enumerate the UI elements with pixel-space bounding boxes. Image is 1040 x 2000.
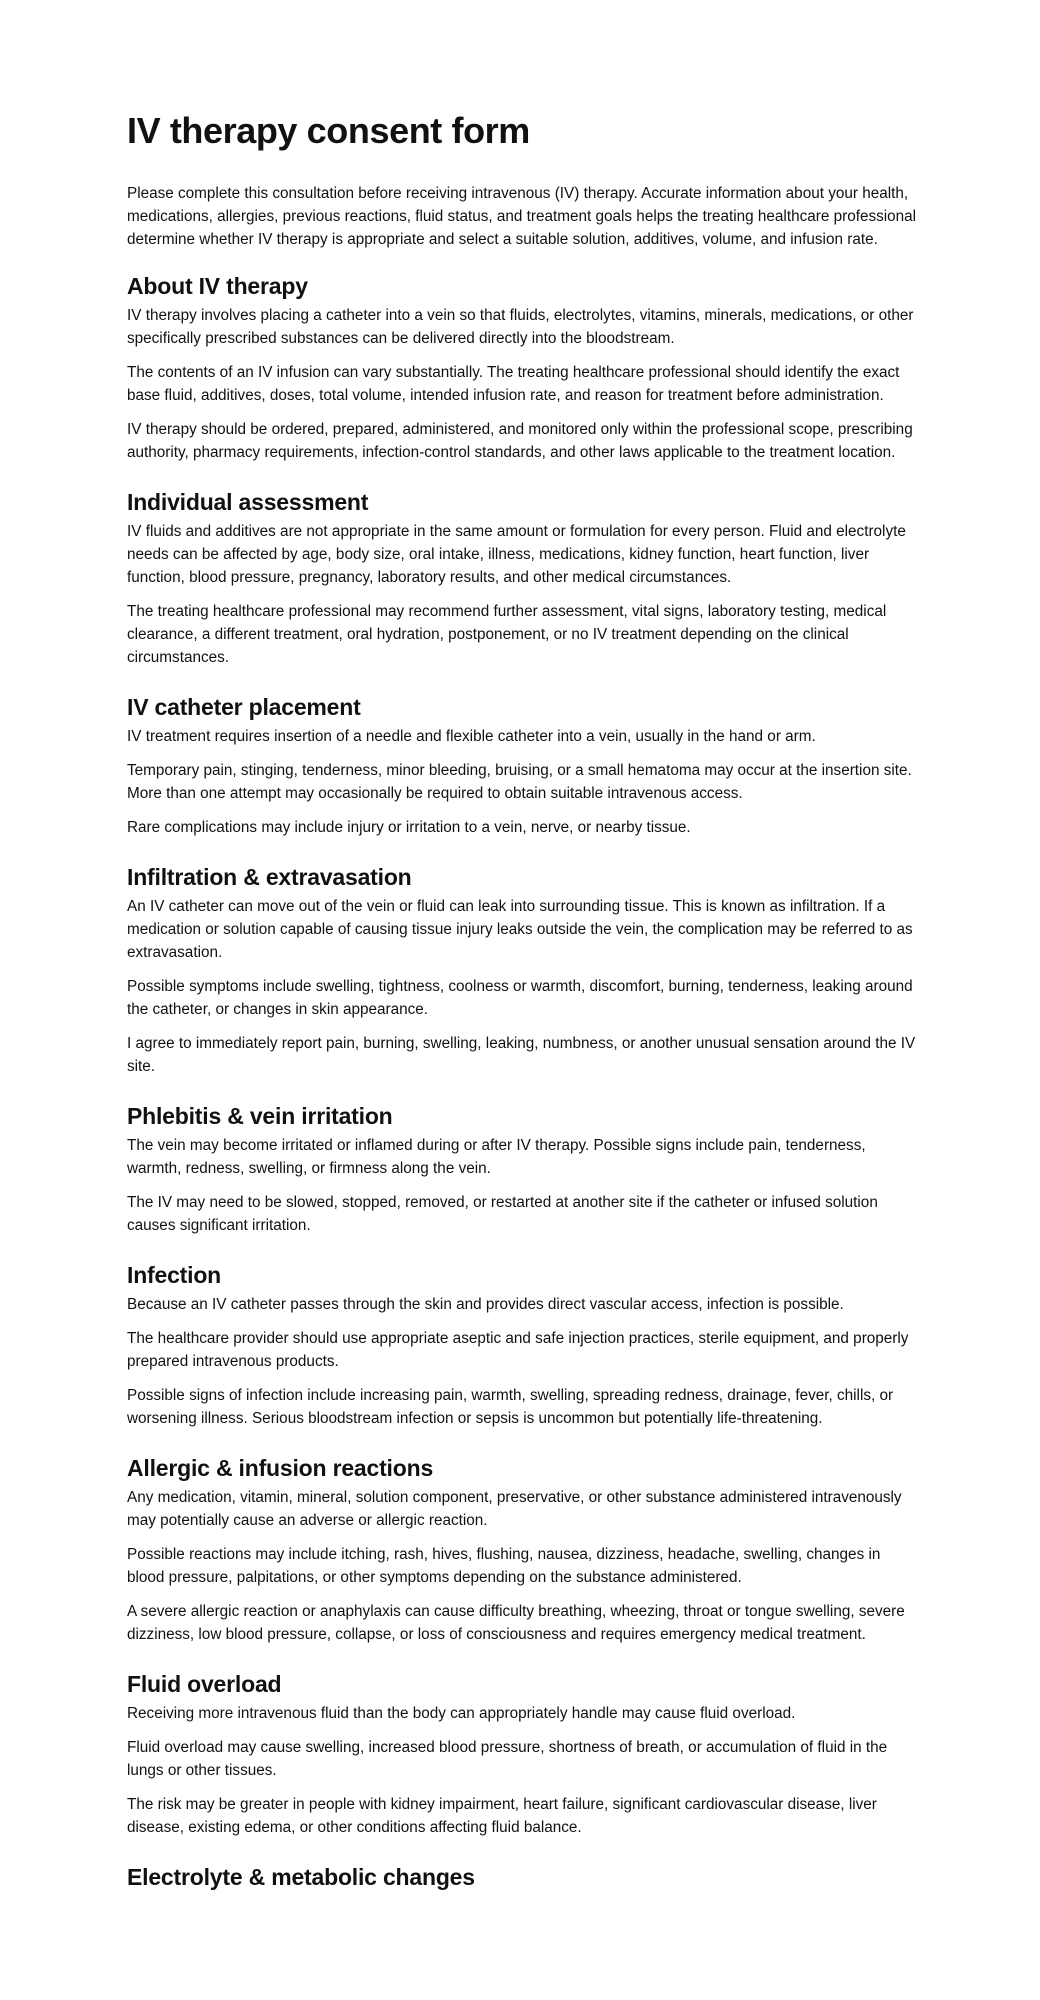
section-paragraph: An IV catheter can move out of the vein or fluid can leak into surrounding tissue. This is known as infiltration. If a medication or solution capable of causing tissue injury leaks outside the vein, the complication may be referred to as extravasation. xyxy=(127,898,913,961)
section-heading: Electrolyte & metabolic changes xyxy=(127,1864,475,1890)
section-paragraph: The vein may become irritated or inflamed during or after IV therapy. Possible signs include pain, tenderness, warmth, redness, swelling, or firmness along the vein. xyxy=(127,1137,866,1177)
page-title: IV therapy consent form xyxy=(127,110,530,151)
section-infiltration-extravasation xyxy=(127,862,917,1078)
section-paragraph: Rare complications may include injury or irritation to a vein, nerve, or nearby tissue. xyxy=(127,819,691,836)
section-paragraph: A severe allergic reaction or anaphylaxis can cause difficulty breathing, wheezing, throat or tongue swelling, severe dizziness, low blood pressure, collapse, or loss of consciousness and requires emergency medical treatment. xyxy=(127,1603,905,1643)
section-paragraph: Because an IV catheter passes through the skin and provides direct vascular access, infection is possible. xyxy=(127,1296,844,1313)
section-paragraph: IV therapy should be ordered, prepared, administered, and monitored only within the professional scope, prescribing authority, pharmacy requirements, infection-control standards, and other laws applicable to the treatment location. xyxy=(127,421,913,461)
consent-document xyxy=(127,108,917,1915)
section-heading: Infection xyxy=(127,1262,222,1288)
section-paragraph: IV therapy involves placing a catheter into a vein so that fluids, electrolytes, vitamins, minerals, medications, or other specifically prescribed substances can be delivered directly into the bloodstream. xyxy=(127,307,914,347)
section-paragraph: Receiving more intravenous fluid than the body can appropriately handle may cause fluid overload. xyxy=(127,1705,796,1722)
section-heading: Allergic & infusion reactions xyxy=(127,1455,434,1481)
section-paragraph: IV fluids and additives are not appropriate in the same amount or formulation for every person. Fluid and electrolyte needs can be affected by age, body size, oral intake, illness, medications, kidney function, heart function, liver function, blood pressure, pregnancy, laboratory results, and other medical circumstances. xyxy=(127,523,906,586)
section-paragraph: The IV may need to be slowed, stopped, removed, or restarted at another site if the catheter or infused solution causes significant irritation. xyxy=(127,1194,878,1234)
section-paragraph: IV treatment requires insertion of a needle and flexible catheter into a vein, usually in the hand or arm. xyxy=(127,728,816,745)
section-heading: Individual assessment xyxy=(127,489,369,515)
section-iv-catheter-placement xyxy=(127,692,917,839)
section-heading: Phlebitis & vein irritation xyxy=(127,1103,393,1129)
section-allergic-infusion-reactions xyxy=(127,1453,917,1646)
section-paragraph: The treating healthcare professional may recommend further assessment, vital signs, laboratory testing, medical clearance, a different treatment, oral hydration, postponement, or no IV treatment depending on the clinical circumstances. xyxy=(127,603,887,666)
section-heading: About IV therapy xyxy=(127,273,308,299)
section-paragraph: Any medication, vitamin, mineral, solution component, preservative, or other substance administered intravenously may potentially cause an adverse or allergic reaction. xyxy=(127,1489,902,1529)
section-paragraph: Fluid overload may cause swelling, increased blood pressure, shortness of breath, or accumulation of fluid in the lungs or other tissues. xyxy=(127,1739,888,1779)
section-individual-assessment xyxy=(127,487,917,669)
section-electrolyte-metabolic-changes xyxy=(127,1862,917,1892)
section-paragraph: The healthcare provider should use appropriate aseptic and safe injection practices, sterile equipment, and properly prepared intravenous products. xyxy=(127,1330,909,1370)
section-paragraph: Possible symptoms include swelling, tightness, coolness or warmth, discomfort, burning, tenderness, leaking around the catheter, or changes in skin appearance. xyxy=(127,978,913,1018)
section-heading: IV catheter placement xyxy=(127,694,361,720)
sections-container xyxy=(127,271,917,1892)
intro-paragraph: Please complete this consultation before receiving intravenous (IV) therapy. Accurate information about your health, medications, allergies, previous reactions, fluid status, and treatment goals helps the treating healthcare professional determine whether IV therapy is appropriate and select a suitable solution, additives, volume, and infusion rate. xyxy=(127,185,917,248)
section-paragraph: The contents of an IV infusion can vary substantially. The treating healthcare professional should identify the exact base fluid, additives, doses, total volume, intended infusion rate, and reason for treatment before administration. xyxy=(127,364,900,404)
section-paragraph: Possible reactions may include itching, rash, hives, flushing, nausea, dizziness, headache, swelling, changes in blood pressure, palpitations, or other symptoms depending on the substance administered. xyxy=(127,1546,881,1586)
section-heading: Fluid overload xyxy=(127,1671,282,1697)
section-paragraph: Temporary pain, stinging, tenderness, minor bleeding, bruising, or a small hematoma may occur at the insertion site. More than one attempt may occasionally be required to obtain suitable intravenous access. xyxy=(127,762,912,802)
section-heading: Infiltration & extravasation xyxy=(127,864,412,890)
section-fluid-overload xyxy=(127,1669,917,1839)
section-paragraph: I agree to immediately report pain, burning, swelling, leaking, numbness, or another unusual sensation around the IV site. xyxy=(127,1035,916,1075)
section-phlebitis-vein-irritation xyxy=(127,1101,917,1237)
section-about-iv-therapy xyxy=(127,271,917,464)
section-paragraph: Possible signs of infection include increasing pain, warmth, swelling, spreading redness, drainage, fever, chills, or worsening illness. Serious bloodstream infection or sepsis is uncommon but potentially life-threatening. xyxy=(127,1387,894,1427)
section-paragraph: The risk may be greater in people with kidney impairment, heart failure, significant cardiovascular disease, liver disease, existing edema, or other conditions affecting fluid balance. xyxy=(127,1796,877,1836)
section-infection xyxy=(127,1260,917,1430)
